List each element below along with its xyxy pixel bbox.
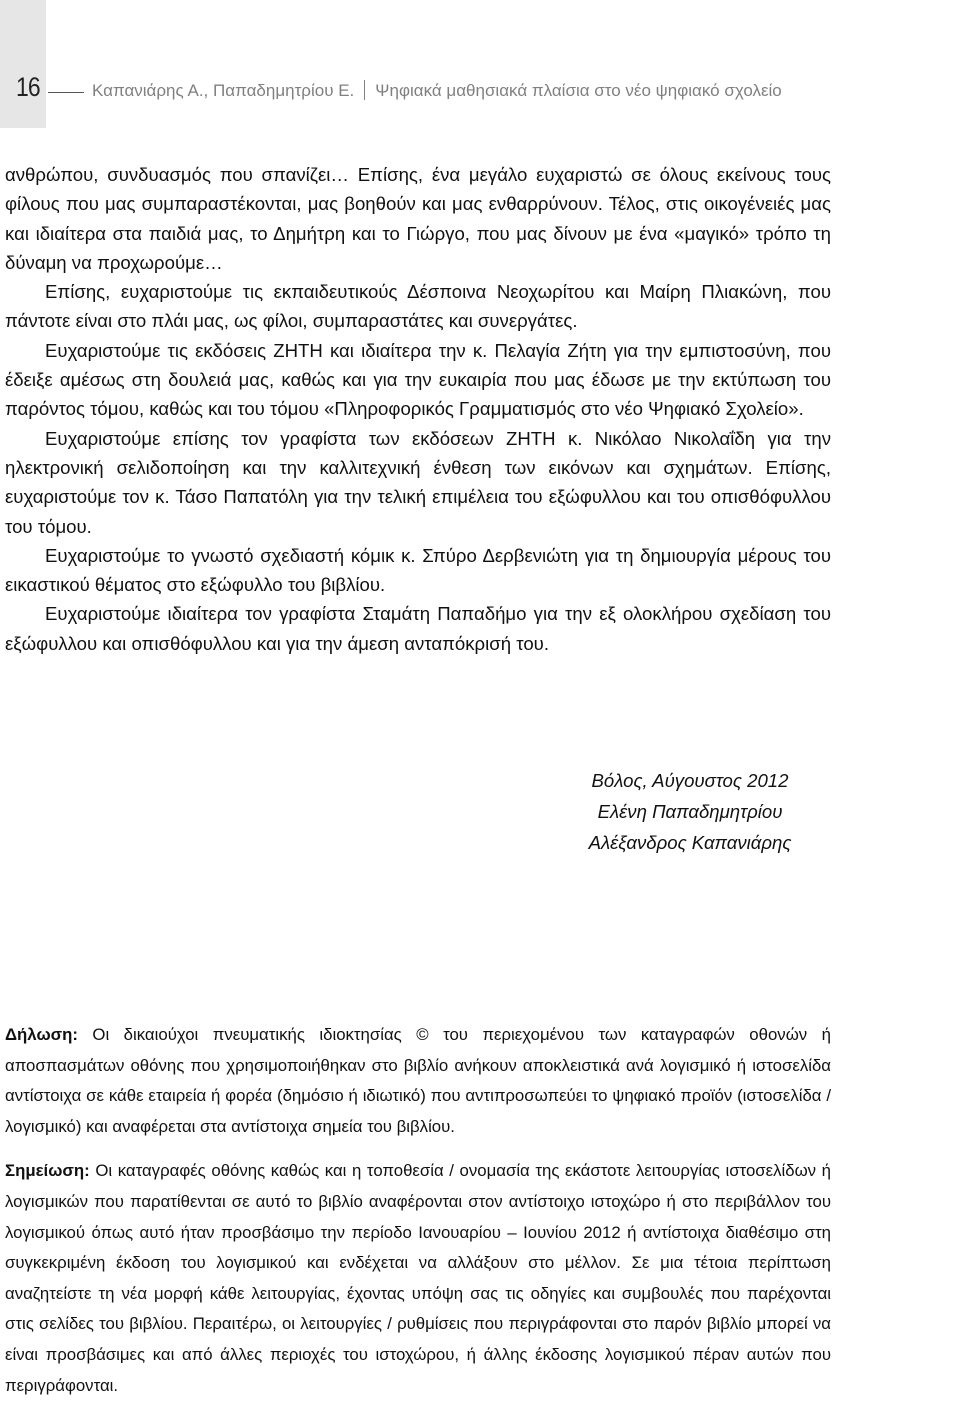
signature-author-2: Αλέξανδρος Καπανιάρης [588,832,792,853]
header-rule [48,92,84,93]
acknowledgements-body [5,160,831,658]
header-book-title: Ψηφιακά μαθησιακά πλαίσια στο νέο ψηφιακό σχολείο [375,81,782,100]
remark-text: Οι καταγραφές οθόνης καθώς και η τοποθεσία / ονομασία της εκάστοτε λειτουργίας ιστοσελίδων ή λογισμικών που παρατίθενται σε αυτό το βιβλίο αναφέρονται στον αντίστοιχο ιστοχώρο ή στο περιβάλλον του λογισμικού όπως αυτό ήταν προσβάσιμο την περίοδο Ιανουαρίου – Ιουνίου 2012 ή αντίστοιχα διαθέσιμο στη συγκεκριμένη έκδοση του λογισμικού και ενδέχεται να αλλάξουν στο μέλλον. Σε μια τέτοια περίπτωση αναζητείστε τη νέα μορφή κάθε λειτουργίας, έχοντας υπόψη σας τις οδηγίες και συμβουλές που παρέχονται στις σελίδες του βιβλίου. Περαιτέρω, οι λειτουργίες / ρυθμίσεις που περιγράφονται στο παρόν βιβλίο μπορεί να είναι προσβάσιμες και από άλλες περιοχές του ιστοχώρου, ή άλλης έκδοσης λογισμικού πέραν αυτών που περιγράφονται. [5,1161,831,1395]
header-separator [364,80,365,100]
declaration-text: Οι δικαιούχοι πνευματικής ιδιοκτησίας © του περιεχομένου των καταγραφών οθονών ή αποσπασμάτων οθόνης που χρησιμοποιήθηκαν στο βιβλίο ανήκουν αποκλειστικά ανά λογισμικό ή ιστοσελίδα αντίστοιχα σε κάθε εταιρεία ή φορέα (δημόσιο ή ιδιωτικό) που αντιπροσωπεύει το ψηφιακό προϊόν (ιστοσελίδα / λογισμικό) και αναφέρεται στα αντίστοιχα σημεία του βιβλίου. [5,1025,831,1136]
notes-section [5,1020,831,1415]
header-authors: Καπανιάρης Α., Παπαδημητρίου Ε. [92,81,355,100]
paragraph: Ευχαριστούμε επίσης τον γραφίστα των εκδόσεων ΖΗΤΗ κ. Νικόλαο Νικολαΐδη για την ηλεκτρονική σελιδοποίηση και την καλλιτεχνική ένθεση των εικόνων και σχημάτων. Επίσης, ευχαριστούμε τον κ. Τάσο Παπατόλη για την τελική επιμέλεια του εξώφυλλου και του οπισθόφυλλου του τόμου. [5,427,831,537]
paragraph: Ευχαριστούμε ιδιαίτερα τον γραφίστα Σταμάτη Παπαδήμο για την εξ ολοκλήρου σχεδίαση του εξώφυλλου και οπισθόφυλλου και για την άμεση ανταπόκρισή του. [5,603,831,654]
paragraph: Ευχαριστούμε το γνωστό σχεδιαστή κόμικ κ. Σπύρο Δερβενιώτη για τη δημιουργία μέρους του εικαστικού θέματος στο εξώφυλλο του βιβλίου. [5,544,831,596]
paragraph: ανθρώπου, συνδυασμός που σπανίζει… Επίσης, ένα μεγάλο ευχαριστώ σε όλους εκείνους τους φίλους που μας συμπαραστέκονται, μας βοηθούν και μας ενθαρρύνουν. Τέλος, στις οικογένειές μας και ιδιαίτερα στα παιδιά μας, το Δημήτρη και το Γιώργο, που μας δίνουν με ένα «μαγικό» τρόπο τη δύναμη να προχωρούμε… [5,164,831,273]
remark-note [5,1156,831,1401]
declaration-label: Δήλωση: [5,1025,78,1044]
paragraph: Επίσης, ευχαριστούμε τις εκπαιδευτικούς Δέσποινα Νεοχωρίτου και Μαίρη Πλιακώνη, που πάντοτε είναι στο πλάι μας, ως φίλοι, συμπαραστάτες και συνεργάτες. [5,281,831,332]
remark-label: Σημείωση: [5,1161,90,1181]
paragraph: Ευχαριστούμε τις εκδόσεις ΖΗΤΗ και ιδιαίτερα την κ. Πελαγία Ζήτη για την εμπιστοσύνη, που έδειξε αμέσως στη δουλειά μας, καθώς και για την ευκαιρία που μας έδωσε με την εκτύπωση του παρόντος τόμου, καθώς και του τόμου «Πληροφορικός Γραμματισμός στο νέο Ψηφιακό Σχολείο». [5,339,831,420]
signature-block [570,765,810,858]
signature-author-1: Ελένη Παπαδημητρίου [597,801,783,822]
running-header [92,80,782,101]
declaration-note [5,1020,831,1142]
page-tab [0,0,46,128]
signature-place-date: Βόλος, Αύγουστος 2012 [591,770,789,791]
page-number: 16 [16,72,40,102]
